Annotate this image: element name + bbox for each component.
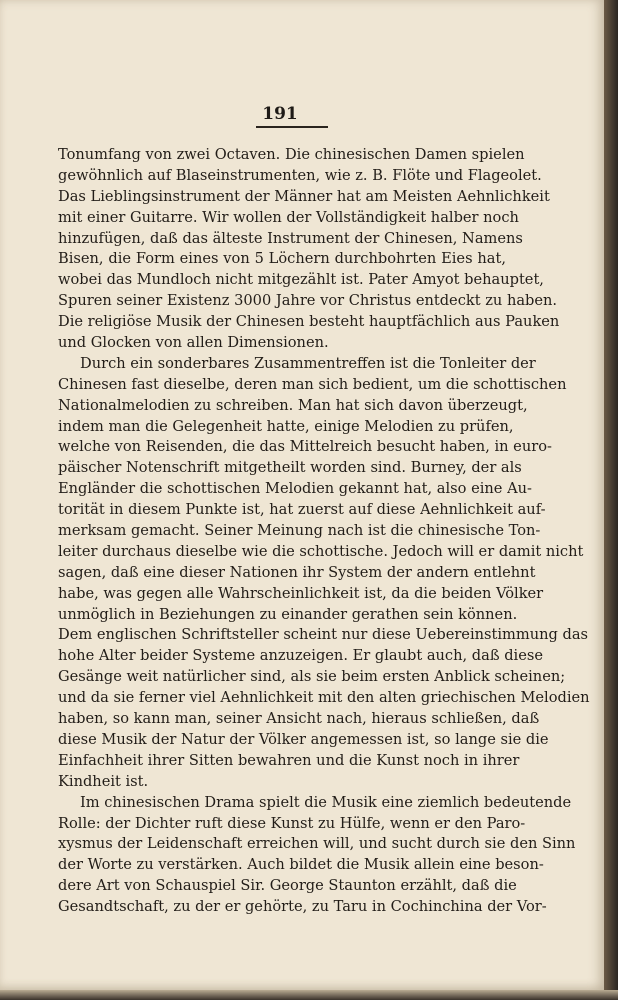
- text-line: der Worte zu verstärken. Auch bildet die Musik allein eine beson-: [58, 856, 544, 874]
- page-bottom-edge: [0, 990, 618, 1000]
- text-line: Nationalmelodien zu schreiben. Man hat sich davon überzeugt,: [58, 396, 528, 414]
- text-line: Chinesen fast dieselbe, deren man sich bedient, um die schottischen: [58, 375, 567, 393]
- text-line: torität in diesem Punkte ist, hat zuerst auf diese Aehnlichkeit auf-: [58, 501, 546, 519]
- text-line: habe, was gegen alle Wahrscheinlichkeit ist, da die beiden Völker: [58, 584, 544, 602]
- body-text: [58, 145, 590, 918]
- text-line: Gesandtschaft, zu der er gehörte, zu Taru in Cochinchina der Vor-: [58, 898, 547, 916]
- text-line: und Glocken von allen Dimensionen.: [58, 334, 329, 352]
- text-line: Gesänge weit natürlicher sind, als sie beim ersten Anblick scheinen;: [58, 668, 566, 686]
- text-line: leiter durchaus dieselbe wie die schottische. Jedoch will er damit nicht: [58, 542, 584, 560]
- text-line: Dem englischen Schriftsteller scheint nur diese Uebereinstimmung das: [58, 626, 589, 644]
- text-line: sagen, daß eine dieser Nationen ihr System der andern entlehnt: [58, 563, 536, 581]
- text-line: Das Lieblingsinstrument der Männer hat am Meisten Aehnlichkeit: [58, 187, 550, 205]
- text-line: Tonumfang von zwei Octaven. Die chinesischen Damen spielen: [58, 146, 525, 163]
- paragraph: [58, 793, 576, 918]
- text-line: gewöhnlich auf Blaseinstrumenten, wie z. B. Flöte und Flageolet.: [58, 166, 542, 184]
- page-number: 191: [262, 104, 298, 124]
- book-spine-edge: [604, 0, 618, 1000]
- paragraph: [58, 354, 590, 793]
- text-line: Durch ein sonderbares Zusammentreffen ist die Tonleiter der: [80, 354, 536, 372]
- text-line: päischer Notenschrift mitgetheilt worden sind. Burney, der als: [58, 459, 522, 477]
- text-line: welche von Reisenden, die das Mittelreich besucht haben, in euro-: [58, 438, 552, 456]
- text-line: unmöglich in Beziehungen zu einander gerathen sein können.: [58, 605, 518, 623]
- text-line: und da sie ferner viel Aehnlichkeit mit den alten griechischen Melodien: [58, 689, 590, 707]
- text-line: hohe Alter beider Systeme anzuzeigen. Er glaubt auch, daß diese: [58, 647, 543, 665]
- header-rule: [256, 126, 328, 128]
- text-line: Bisen, die Form eines von 5 Löchern durchbohrten Eies hat,: [58, 250, 506, 268]
- text-line: xysmus der Leidenschaft erreichen will, und sucht durch sie den Sinn: [58, 835, 576, 853]
- text-line: Einfachheit ihrer Sitten bewahren und die Kunst noch in ihrer: [58, 751, 520, 769]
- text-line: dere Art von Schauspiel Sir. George Staunton erzählt, daß die: [58, 877, 517, 895]
- text-line: mit einer Guitarre. Wir wollen der Vollständigkeit halber noch: [58, 208, 519, 226]
- text-line: Kindheit ist.: [58, 772, 149, 790]
- text-line: hinzufügen, daß das älteste Instrument der Chinesen, Namens: [58, 229, 523, 247]
- text-line: Rolle: der Dichter ruft diese Kunst zu Hülfe, wenn er den Paro-: [58, 814, 526, 832]
- paragraph: [58, 145, 560, 354]
- text-line: Spuren seiner Existenz 3000 Jahre vor Christus entdeckt zu haben.: [58, 292, 558, 310]
- text-line: Die religiöse Musik der Chinesen besteht hauptfächlich aus Pauken: [58, 313, 560, 331]
- text-line: haben, so kann man, seiner Ansicht nach, hieraus schließen, daß: [58, 710, 540, 728]
- text-line: Engländer die schottischen Melodien gekannt hat, also eine Au-: [58, 480, 532, 498]
- text-line: Im chinesischen Drama spielt die Musik eine ziemlich bedeutende: [80, 793, 572, 811]
- text-line: wobei das Mundloch nicht mitgezählt ist. Pater Amyot behauptet,: [58, 271, 544, 289]
- text-line: indem man die Gelegenheit hatte, einige Melodien zu prüfen,: [58, 417, 514, 435]
- text-line: merksam gemacht. Seiner Meinung nach ist die chinesische Ton-: [58, 522, 541, 540]
- text-line: diese Musik der Natur der Völker angemessen ist, so lange sie die: [58, 730, 549, 748]
